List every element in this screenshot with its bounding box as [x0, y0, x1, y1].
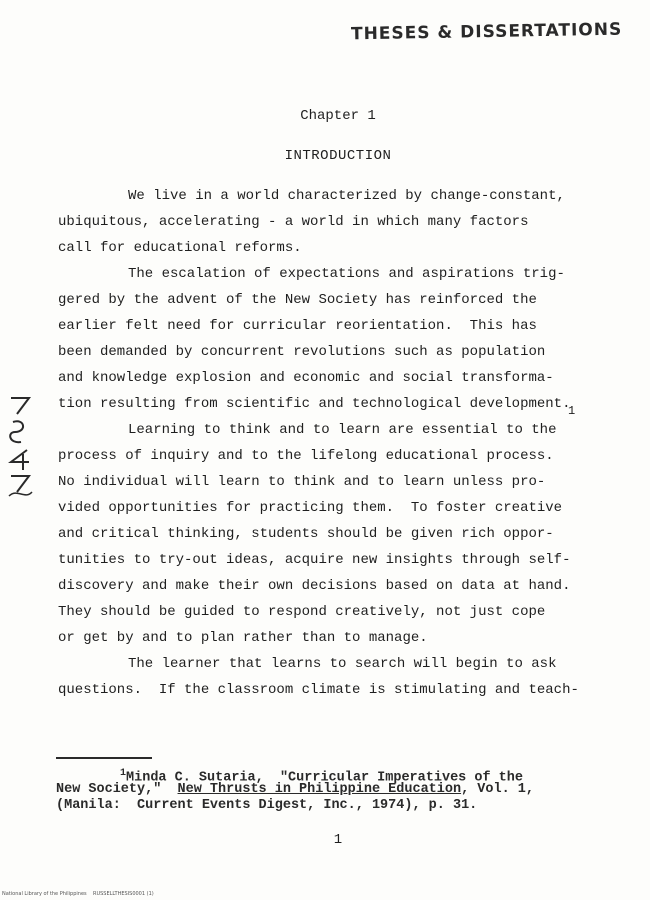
body-line: earlier felt need for curricular reorientation. This has — [58, 318, 537, 334]
body-line: The learner that learns to search will begin to ask — [128, 656, 557, 672]
body-line: questions. If the classroom climate is stimulating and teach- — [58, 682, 579, 698]
footnote-line-3: (Manila: Current Events Digest, Inc., 1974), p. 31. — [56, 798, 478, 813]
chapter-heading: Chapter 1 — [300, 108, 376, 124]
body-line: They should be guided to respond creatively, not just cope — [58, 604, 546, 620]
footnote-marker: 1 — [120, 768, 127, 779]
body-line: We live in a world characterized by change-constant, — [128, 188, 565, 204]
theses-dissertations-stamp: THESES & DISSERTATIONS — [350, 19, 623, 45]
body-line: tunities to try-out ideas, acquire new insights through self- — [58, 552, 571, 568]
footnote-separator — [56, 757, 152, 759]
scan-footer: National Library of the Philippines RUSSELLTHESIS0001 (1) — [2, 891, 154, 897]
body-text — [58, 183, 598, 703]
footnote-line-2-pre: New Society," — [56, 782, 178, 797]
body-line: or get by and to plan rather than to manage. — [58, 630, 428, 646]
body-line: process of inquiry and to the lifelong educational process. — [58, 448, 554, 464]
body-line: discovery and make their own decisions based on data at hand. — [58, 578, 571, 594]
body-line: Learning to think and to learn are essential to the — [128, 422, 557, 438]
body-line: call for educational reforms. — [58, 240, 302, 256]
body-line: No individual will learn to think and to learn unless pro- — [58, 474, 546, 490]
handwritten-marginalia — [5, 392, 35, 502]
body-line: gered by the advent of the New Society has reinforced the — [58, 292, 537, 308]
footnote-line-1: Minda C. Sutaria, "Curricular Imperatives of the — [126, 770, 523, 786]
body-line: and critical thinking, students should be given rich oppor- — [58, 526, 554, 542]
footnote-book-title: New Thrusts in Philippine Education — [177, 782, 462, 797]
footnote-line-2-post: , Vol. 1, — [461, 782, 534, 797]
page-number: 1 — [333, 832, 343, 848]
footnote — [56, 766, 616, 814]
body-line: vided opportunities for practicing them. To foster creative — [58, 500, 563, 516]
body-line: been demanded by concurrent revolutions such as population — [58, 344, 546, 360]
body-line: tion resulting from scientific and technological development. — [58, 396, 571, 412]
footnote-reference-marker: 1 — [568, 404, 576, 418]
chapter-title: INTRODUCTION — [284, 148, 392, 164]
body-line: The escalation of expectations and aspirations trig- — [128, 266, 565, 282]
body-line: and knowledge explosion and economic and social transforma- — [58, 370, 554, 386]
body-line: ubiquitous, accelerating - a world in which many factors — [58, 214, 529, 230]
